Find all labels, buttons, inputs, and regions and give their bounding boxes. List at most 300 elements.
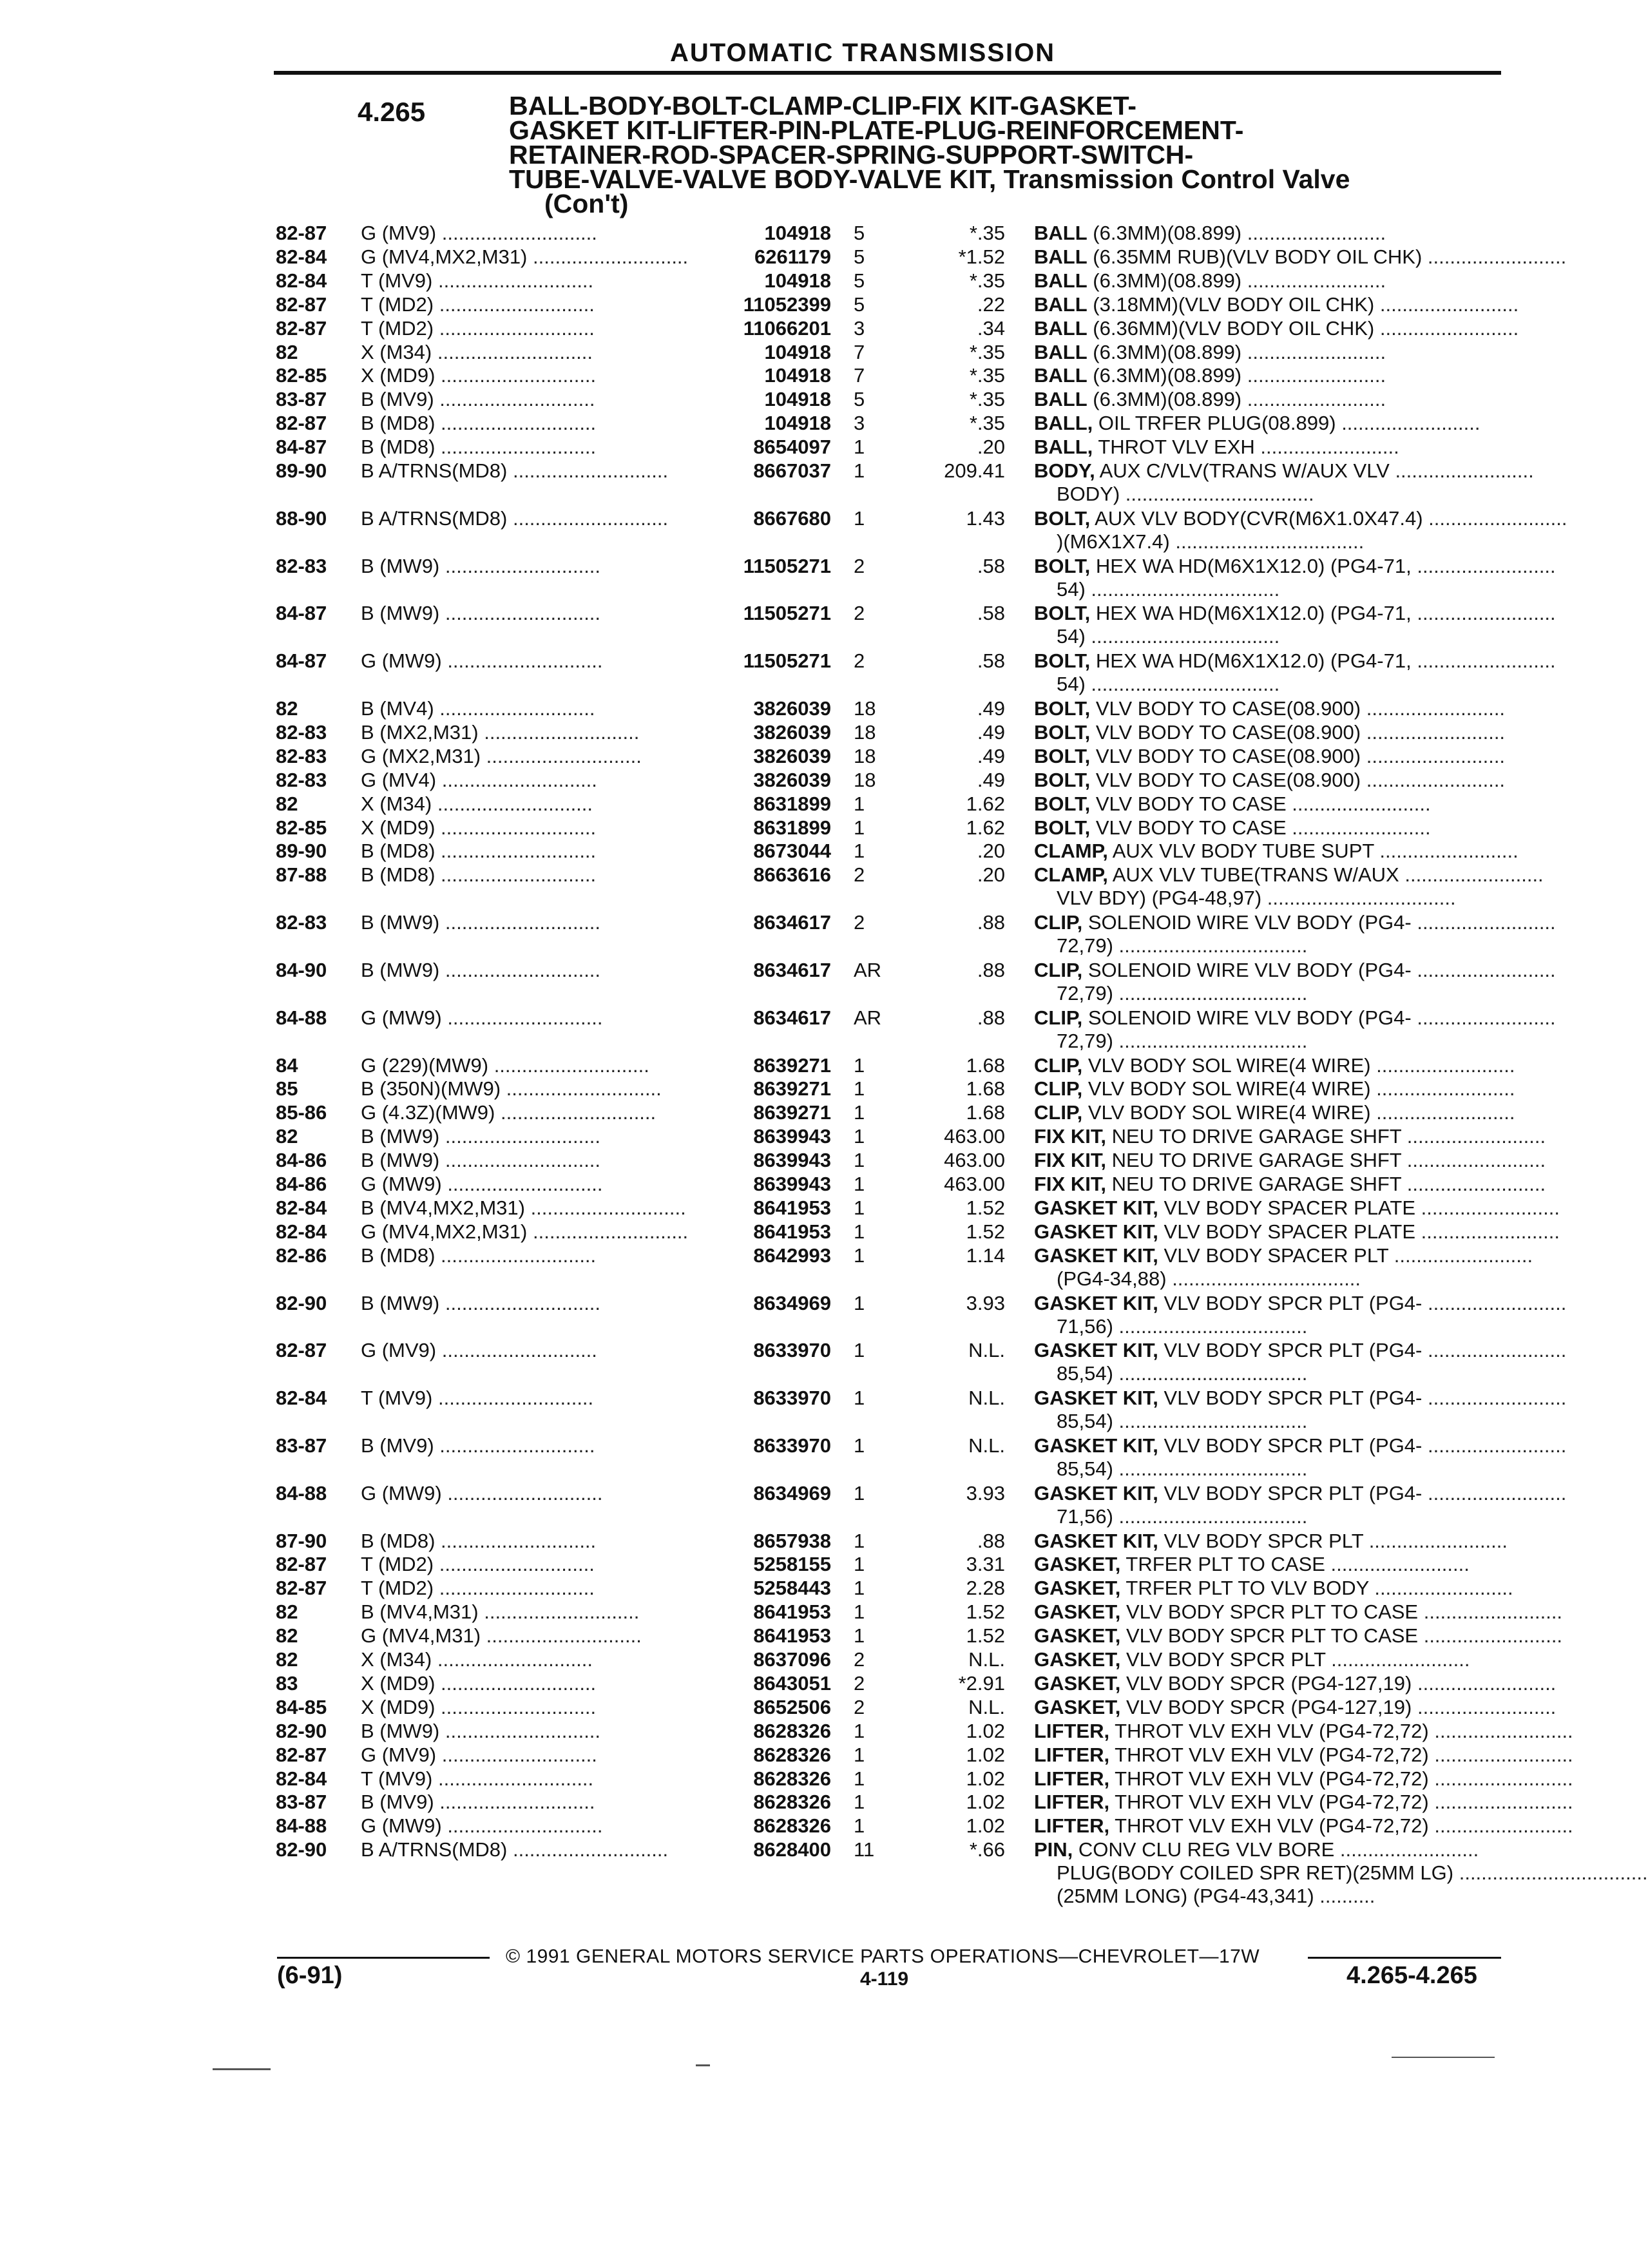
price: .49 [977, 768, 1005, 791]
vehicle-model [361, 1339, 702, 1362]
part-number: 11505271 [743, 602, 831, 625]
part-name: GASKET, [1034, 1600, 1121, 1624]
model-years: 82-87 [276, 1577, 327, 1600]
vehicle-model [361, 721, 702, 744]
model-years: 82-85 [276, 816, 327, 839]
vehicle-model [361, 1767, 702, 1791]
vehicle-model [361, 436, 702, 459]
part-name: LIFTER, [1034, 1791, 1110, 1814]
model-years: 82 [276, 697, 298, 720]
part-name: GASKET KIT, [1034, 1291, 1158, 1314]
vehicle-model [361, 1173, 702, 1196]
quantity: 1 [854, 1101, 865, 1124]
quantity: 5 [854, 222, 865, 244]
vehicle-model [361, 1006, 702, 1030]
vehicle-model-text: T (MD2) [361, 1577, 434, 1600]
price: .49 [977, 744, 1005, 767]
part-name: GASKET, [1034, 1671, 1121, 1695]
vehicle-model-text: G (229)(MW9) [361, 1053, 489, 1077]
part-number: 104918 [764, 222, 831, 244]
leader-dots: ......................... [1374, 293, 1519, 316]
price: *.35 [969, 388, 1005, 411]
continued-text: VLV BDY) (PG4-48,97) [1057, 887, 1262, 910]
vehicle-model-text: B A/TRNS(MD8) [361, 459, 508, 482]
part-name: BALL, [1034, 412, 1093, 435]
part-name: BALL [1034, 245, 1087, 268]
price: 1.02 [966, 1719, 1005, 1742]
leader-dots: ......................... [1422, 245, 1567, 268]
part-number: 8633970 [753, 1434, 831, 1457]
part-detail: (6.3MM)(08.899) [1093, 388, 1242, 411]
vehicle-model [361, 793, 702, 816]
price: .58 [977, 649, 1005, 673]
vehicle-model [361, 341, 702, 364]
part-name: LIFTER, [1034, 1719, 1110, 1742]
part-name: GASKET KIT, [1034, 1387, 1158, 1410]
vehicle-model-text: B (MW9) [361, 958, 440, 981]
model-years: 84-87 [276, 649, 327, 673]
leader-dots: .................................. [1169, 530, 1365, 553]
leader-dots: ......................... [1422, 1291, 1567, 1314]
leader-dots: ......................... [1374, 840, 1519, 863]
part-detail: VLV BODY SPCR PLT (PG4- [1164, 1339, 1423, 1362]
vehicle-model-text: X (MD9) [361, 1671, 436, 1695]
leader-dots: ......................... [1411, 602, 1556, 625]
part-detail: VLV BODY TO CASE [1095, 816, 1287, 839]
quantity: 2 [854, 649, 865, 673]
quantity: 2 [854, 1695, 865, 1718]
part-description [1034, 1125, 1546, 1148]
price: 1.52 [966, 1196, 1005, 1219]
part-description [1034, 1149, 1546, 1172]
model-years: 82-84 [276, 269, 327, 292]
leader-dots: ............................ [439, 1149, 601, 1172]
part-detail: AUX C/VLV(TRANS W/AUX VLV [1099, 459, 1390, 482]
quantity: 1 [854, 1624, 865, 1648]
part-detail: NEU TO DRIVE GARAGE SHFT [1111, 1149, 1402, 1172]
model-years: 84-87 [276, 436, 327, 459]
leader-dots: ......................... [1428, 1743, 1573, 1766]
vehicle-model-text: B (MD8) [361, 863, 436, 887]
model-years: 88-90 [276, 506, 327, 530]
page-header: AUTOMATIC TRANSMISSION [670, 39, 1056, 67]
leader-dots: ............................ [524, 1196, 686, 1219]
part-detail: CONV CLU REG VLV BORE [1078, 1838, 1335, 1861]
part-number: 8641953 [753, 1600, 831, 1624]
leader-dots: ............................ [432, 269, 594, 292]
vehicle-model [361, 1125, 702, 1148]
price: *.35 [969, 340, 1005, 363]
part-number: 8633970 [753, 1339, 831, 1362]
part-number: 8654097 [753, 436, 831, 459]
part-detail: HEX WA HD(M6X1X12.0) (PG4-71, [1095, 649, 1412, 673]
section-number: 4.265 [358, 97, 426, 127]
part-detail: VLV BODY SPCR PLT TO CASE [1126, 1624, 1419, 1648]
part-detail: THROT VLV EXH VLV (PG4-72,72) [1115, 1719, 1429, 1742]
part-detail: VLV BODY TO CASE(08.900) [1095, 768, 1361, 791]
price: .88 [977, 1006, 1005, 1029]
leader-dots: ............................ [481, 1624, 642, 1648]
model-years: 84-88 [276, 1006, 327, 1029]
vehicle-model [361, 1387, 702, 1410]
model-years: 82 [276, 1125, 298, 1148]
model-years: 82 [276, 1624, 298, 1648]
leader-dots: ............................ [439, 1719, 601, 1742]
part-name: BOLT, [1034, 649, 1091, 673]
quantity: 1 [854, 1291, 865, 1314]
leader-dots: ......................... [1411, 554, 1556, 577]
continued-text: 85,54) [1057, 1410, 1113, 1433]
price: .20 [977, 863, 1005, 887]
vehicle-model-text: T (MV9) [361, 1387, 433, 1410]
leader-dots: ......................... [1286, 816, 1431, 839]
leader-dots: ............................ [439, 602, 601, 625]
quantity: 5 [854, 245, 865, 268]
vehicle-model-text: X (MD9) [361, 364, 436, 387]
leader-dots: ......................... [1363, 1529, 1508, 1552]
part-description [1034, 602, 1556, 625]
part-detail: (6.3MM)(08.899) [1093, 340, 1242, 363]
part-number: 8639943 [753, 1173, 831, 1195]
quantity: 1 [854, 436, 865, 459]
price: .22 [977, 293, 1005, 316]
model-years: 89-90 [276, 840, 327, 863]
vehicle-model [361, 364, 702, 387]
leader-dots: ............................ [441, 1173, 603, 1195]
quantity: 18 [854, 768, 876, 791]
model-years: 82 [276, 1648, 298, 1671]
part-detail: VLV BODY SPCR PLT (PG4- [1164, 1481, 1423, 1504]
section-title-line: RETAINER-ROD-SPACER-SPRING-SUPPORT-SWITCH- [509, 140, 1194, 169]
vehicle-model [361, 1791, 702, 1814]
price: 3.93 [966, 1291, 1005, 1314]
part-description [1034, 1244, 1533, 1267]
leader-dots: .................................. [1166, 1267, 1361, 1290]
continued-text: 72,79) [1057, 1029, 1113, 1052]
part-number: 8663616 [753, 863, 831, 887]
part-description [1034, 649, 1556, 673]
part-number: 8639271 [753, 1077, 831, 1100]
part-description-continued [1057, 934, 1511, 957]
price: 1.68 [966, 1077, 1005, 1100]
leader-dots: .................................. [1113, 1362, 1308, 1385]
part-number: 104918 [764, 340, 831, 363]
vehicle-model [361, 1101, 702, 1124]
vehicle-model-text: B (MV4) [361, 697, 434, 720]
vehicle-model-text: G (MW9) [361, 1814, 442, 1838]
price: 1.62 [966, 792, 1005, 815]
part-detail: SOLENOID WIRE VLV BODY (PG4- [1087, 911, 1412, 934]
vehicle-model [361, 769, 702, 792]
leader-dots: ......................... [1370, 1101, 1515, 1124]
part-name: CLAMP, [1034, 863, 1108, 887]
part-description [1034, 1600, 1563, 1624]
part-name: GASKET, [1034, 1695, 1121, 1718]
price: .88 [977, 1529, 1005, 1552]
quantity: 3 [854, 316, 865, 340]
vehicle-model-text: B (MW9) [361, 1125, 440, 1148]
part-description [1034, 245, 1567, 269]
continued-text: (PG4-34,88) [1057, 1267, 1167, 1290]
vehicle-model-text: B (MV9) [361, 1434, 434, 1457]
model-years: 84-87 [276, 602, 327, 625]
model-years: 83-87 [276, 1434, 327, 1457]
part-description-continued [1057, 1362, 1511, 1385]
part-description [1034, 1077, 1515, 1100]
part-name: CLIP, [1034, 1077, 1083, 1100]
price: *1.52 [958, 245, 1005, 268]
leader-dots: ......................... [1361, 720, 1506, 744]
part-name: CLIP, [1034, 1101, 1083, 1124]
vehicle-model-text: G (MV4,MX2,M31) [361, 1220, 528, 1243]
price: *2.91 [958, 1671, 1005, 1695]
vehicle-model [361, 1577, 702, 1600]
leader-dots: .................................. [1120, 483, 1314, 505]
part-description-continued [1057, 1861, 1648, 1885]
quantity: 1 [854, 1434, 865, 1457]
part-description [1034, 1530, 1511, 1553]
leader-dots: ............................ [434, 1434, 595, 1457]
continued-text: 72,79) [1057, 981, 1113, 1004]
model-years: 82-90 [276, 1719, 327, 1742]
leader-dots: ............................ [435, 1244, 597, 1267]
vehicle-model-text: G (MV9) [361, 222, 437, 244]
scan-artifact [696, 2064, 710, 2066]
part-number: 8639943 [753, 1149, 831, 1172]
quantity: 3 [854, 412, 865, 435]
leader-dots: .................................. [1113, 1410, 1308, 1433]
part-name: BALL [1034, 364, 1087, 387]
part-description-continued [1057, 578, 1511, 601]
part-detail: THROT VLV EXH VLV (PG4-72,72) [1115, 1791, 1429, 1814]
leader-dots: ......................... [1361, 768, 1506, 791]
section-title-line: GASKET KIT-LIFTER-PIN-PLATE-PLUG-REINFORCEMENT- [509, 115, 1244, 145]
continued-text: 54) [1057, 577, 1086, 601]
quantity: 1 [854, 1577, 865, 1600]
part-number: 11052399 [743, 293, 831, 316]
part-number: 8637096 [753, 1648, 831, 1671]
part-description-continued [1057, 887, 1511, 910]
leader-dots: .................................. [1113, 1314, 1308, 1338]
part-number: 5258155 [753, 1553, 831, 1576]
vehicle-model [361, 840, 702, 863]
part-name: BOLT, [1034, 554, 1091, 577]
quantity: 1 [854, 816, 865, 839]
leader-dots: ......................... [1411, 1006, 1556, 1029]
model-years: 82-84 [276, 1767, 327, 1790]
leader-dots: ......................... [1241, 222, 1386, 244]
leader-dots: ............................ [434, 697, 595, 720]
leader-dots: ............................ [432, 1648, 593, 1671]
vehicle-model-text: B (MD8) [361, 1244, 436, 1267]
part-name: LIFTER, [1034, 1814, 1110, 1838]
vehicle-model [361, 1292, 702, 1315]
part-name: BOLT, [1034, 816, 1091, 839]
part-name: BOLT, [1034, 744, 1091, 767]
part-detail: (6.3MM)(08.899) [1093, 364, 1242, 387]
part-description [1034, 1196, 1560, 1220]
vehicle-model-text: G (MV9) [361, 1339, 437, 1362]
vehicle-model-text: G (MW9) [361, 1006, 442, 1029]
vehicle-model-text: B (MW9) [361, 602, 440, 625]
leader-dots: ............................ [432, 340, 593, 363]
vehicle-model [361, 1244, 702, 1267]
part-number: 104918 [764, 388, 831, 411]
part-detail: THROT VLV EXH [1098, 436, 1255, 459]
part-name: BODY, [1034, 459, 1095, 482]
model-years: 82 [276, 792, 298, 815]
price: 3.93 [966, 1481, 1005, 1504]
part-detail: TRFER PLT TO CASE [1126, 1553, 1325, 1576]
quantity: 2 [854, 911, 865, 934]
price: .88 [977, 911, 1005, 934]
part-detail: HEX WA HD(M6X1X12.0) (PG4-71, [1095, 554, 1412, 577]
leader-dots: .................................. [1113, 981, 1308, 1004]
continued-text: 72,79) [1057, 934, 1113, 957]
part-description [1034, 911, 1556, 934]
leader-dots: ......................... [1418, 1600, 1563, 1624]
part-description [1034, 554, 1556, 578]
price: *.35 [969, 222, 1005, 244]
model-years: 82-87 [276, 412, 327, 435]
part-description [1034, 459, 1534, 483]
continued-text: (25MM LONG) (PG4-43,341) [1057, 1885, 1314, 1908]
part-name: GASKET KIT, [1034, 1244, 1158, 1267]
vehicle-model [361, 1220, 702, 1244]
price: 1.52 [966, 1220, 1005, 1243]
price: N.L. [968, 1434, 1005, 1457]
part-number: 8634617 [753, 958, 831, 981]
leader-dots: .................................. [1453, 1861, 1648, 1885]
part-description-continued [1057, 1410, 1511, 1433]
price: N.L. [968, 1339, 1005, 1362]
part-description [1034, 1434, 1567, 1457]
leader-dots: ............................ [481, 744, 642, 767]
part-number: 8628326 [753, 1743, 831, 1766]
part-detail: TRFER PLT TO VLV BODY [1126, 1577, 1369, 1600]
leader-dots: ......................... [1336, 412, 1480, 435]
vehicle-model-text: B (MV9) [361, 388, 434, 411]
continued-text: BODY) [1057, 483, 1120, 505]
part-detail: NEU TO DRIVE GARAGE SHFT [1111, 1125, 1402, 1148]
leader-dots: ............................ [434, 388, 595, 411]
leader-dots: ......................... [1415, 1220, 1560, 1243]
quantity: 1 [854, 1481, 865, 1504]
quantity: 1 [854, 1600, 865, 1624]
model-years: 83-87 [276, 1791, 327, 1814]
price: 1.02 [966, 1743, 1005, 1766]
continued-text: 71,56) [1057, 1314, 1113, 1338]
leader-dots: .................................. [1085, 625, 1280, 648]
part-name: GASKET KIT, [1034, 1529, 1158, 1552]
leader-dots: ......................... [1428, 1791, 1573, 1814]
scan-artifact [1392, 2057, 1495, 2058]
model-years: 84-86 [276, 1173, 327, 1195]
leader-dots: ......................... [1286, 792, 1431, 815]
price: 463.00 [944, 1125, 1005, 1148]
vehicle-model-text: B (MV4,MX2,M31) [361, 1196, 525, 1219]
quantity: 1 [854, 1196, 865, 1219]
part-name: BALL [1034, 340, 1087, 363]
section-title-line: BALL-BODY-BOLT-CLAMP-CLIP-FIX KIT-GASKET- [509, 91, 1137, 120]
part-detail: VLV BODY TO CASE(08.900) [1095, 697, 1361, 720]
vehicle-model-text: T (MV9) [361, 1767, 433, 1790]
model-years: 84-88 [276, 1481, 327, 1504]
part-name: GASKET KIT, [1034, 1434, 1158, 1457]
quantity: 1 [854, 792, 865, 815]
leader-dots: ......................... [1428, 1767, 1573, 1790]
part-number: 8667680 [753, 506, 831, 530]
leader-dots: ............................ [439, 958, 601, 981]
quantity: 1 [854, 1149, 865, 1172]
price: 1.02 [966, 1791, 1005, 1814]
part-description [1034, 388, 1511, 411]
leader-dots: ......................... [1422, 1387, 1567, 1410]
part-description [1034, 1387, 1567, 1410]
part-name: BALL [1034, 293, 1087, 316]
footer-rule-right [1308, 1957, 1501, 1959]
part-description [1034, 1173, 1546, 1196]
price: 1.02 [966, 1814, 1005, 1838]
part-description [1034, 316, 1519, 340]
quantity: 1 [854, 1553, 865, 1576]
part-number: 8657938 [753, 1529, 831, 1552]
vehicle-model [361, 1624, 702, 1648]
part-name: FIX KIT, [1034, 1173, 1106, 1195]
footer-page-number: 4-119 [860, 1968, 909, 1990]
part-name: BALL [1034, 269, 1087, 292]
continued-text: )(M6X1X7.4) [1057, 530, 1170, 553]
part-number: 11505271 [743, 554, 831, 577]
part-description [1034, 1220, 1560, 1244]
vehicle-model-text: T (MD2) [361, 1553, 434, 1576]
vehicle-model-text: B (MW9) [361, 1719, 440, 1742]
vehicle-model-text: T (MD2) [361, 293, 434, 316]
price: .20 [977, 436, 1005, 459]
price: 209.41 [944, 459, 1005, 482]
leader-dots: ......................... [1412, 1671, 1557, 1695]
part-detail: VLV BODY TO CASE(08.900) [1095, 744, 1361, 767]
vehicle-model [361, 1648, 702, 1671]
part-detail: VLV BODY SOL WIRE(4 WIRE) [1087, 1077, 1371, 1100]
leader-dots: .................................. [1113, 1029, 1308, 1052]
leader-dots: ............................ [435, 1529, 597, 1552]
leader-dots: ............................ [507, 506, 669, 530]
continued-text: 85,54) [1057, 1457, 1113, 1480]
part-number: 8628326 [753, 1791, 831, 1814]
part-description [1034, 793, 1511, 816]
vehicle-model [361, 317, 702, 340]
leader-dots: ............................ [436, 222, 597, 244]
leader-dots: .................................. [1113, 1457, 1308, 1480]
leader-dots: .................................. [1085, 577, 1280, 601]
leader-dots: ......................... [1388, 1244, 1533, 1267]
quantity: 1 [854, 1814, 865, 1838]
model-years: 82-90 [276, 1838, 327, 1861]
leader-dots: ............................ [435, 1695, 597, 1718]
leader-dots: ......................... [1422, 1434, 1567, 1457]
part-description [1034, 269, 1511, 293]
part-name: BALL [1034, 316, 1087, 340]
model-years: 83-87 [276, 388, 327, 411]
part-description-continued [1057, 1457, 1511, 1481]
vehicle-model [361, 1696, 702, 1719]
leader-dots: ............................ [434, 1553, 595, 1576]
leader-dots: .................................. [1113, 934, 1308, 957]
vehicle-model-text: B (MW9) [361, 911, 440, 934]
part-description [1034, 341, 1511, 364]
part-description [1034, 721, 1511, 744]
